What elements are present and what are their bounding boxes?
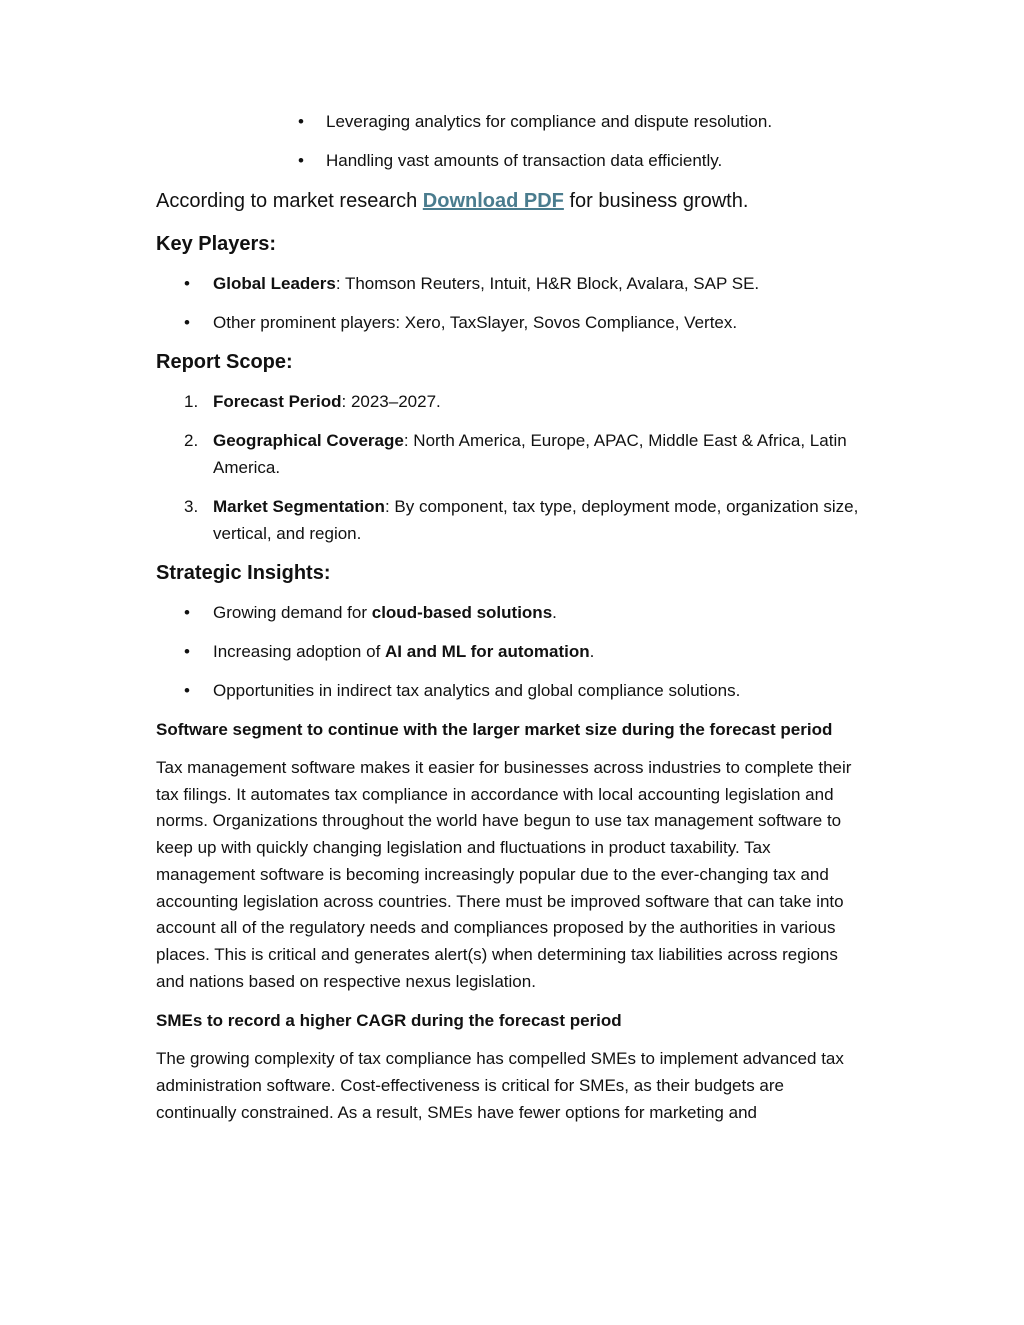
list-item: [156, 599, 866, 626]
list-item: [156, 427, 866, 481]
list-item-bold: Forecast Period: [213, 392, 342, 411]
list-item: [156, 270, 866, 297]
list-item: [156, 388, 866, 415]
report-scope-list: [156, 388, 866, 547]
list-number: 3.: [184, 497, 199, 516]
list-item-bold: AI and ML for automation: [385, 642, 590, 661]
intro-text-before: According to market research: [156, 190, 423, 212]
list-item-bold: Geographical Coverage: [213, 431, 404, 450]
list-item-text: : By component, tax type, deployment mode, organization size, vertical, and region.: [213, 497, 859, 543]
download-pdf-link[interactable]: Download PDF: [422, 190, 564, 212]
list-item-bold: cloud-based solutions: [371, 603, 553, 622]
list-item: [156, 309, 866, 336]
intro-text-after: for business growth.: [563, 190, 749, 212]
document-content: [156, 108, 866, 1138]
software-segment-heading: Software segment to continue with the larger market size during the forecast period: [156, 720, 833, 739]
bullet-icon: •: [184, 313, 190, 332]
nested-bullet-list: [156, 108, 866, 174]
bullet-icon: •: [184, 642, 190, 661]
list-item-text: Handling vast amounts of transaction data efficiently.: [326, 151, 723, 170]
list-item: [156, 638, 866, 665]
strategic-insights-list: [156, 599, 866, 704]
list-item-text: .: [589, 642, 595, 661]
list-item-text: .: [552, 603, 557, 622]
software-segment-paragraph: Tax management software makes it easier for businesses across industries to complete their tax filings. It automates tax compliance in accordance with local accounting legislation and norms. Organizations throughout the world have begun to use tax management software to keep up with quickly changing legislation and fluctuations in product taxability. Tax management software is becoming increasingly popular due to the ever-changing tax and accounting legislation across countries. There must be improved software that can take into account all of the regulatory needs and compliances proposed by the authorities in various places. This is critical and generates alert(s) when determining tax liabilities across regions and nations based on respective nexus legislation.: [156, 758, 852, 991]
intro-paragraph: [156, 186, 866, 216]
list-item-bold: Market Segmentation: [213, 497, 385, 516]
list-item-text: Growing demand for: [213, 603, 372, 622]
bullet-icon: •: [184, 681, 190, 700]
list-item-text: : 2023–2027.: [341, 392, 441, 411]
list-number: 2.: [184, 431, 199, 450]
smes-paragraph: The growing complexity of tax compliance has compelled SMEs to implement advanced tax administration software. Cost-effectiveness is critical for SMEs, as their budgets are continually constrained. As a result, SMEs have fewer options for marketing and: [156, 1049, 844, 1122]
list-item-text: Other prominent players: Xero, TaxSlayer, Sovos Compliance, Vertex.: [213, 313, 738, 332]
list-item: [156, 108, 866, 135]
list-item-text: : North America, Europe, APAC, Middle East & Africa, Latin America.: [213, 431, 847, 477]
list-item-text: Increasing adoption of: [213, 642, 386, 661]
bullet-icon: •: [298, 151, 304, 170]
report-scope-heading: Report Scope:: [156, 351, 293, 373]
bullet-icon: •: [184, 274, 190, 293]
list-item: [156, 677, 866, 704]
list-item-bold: Global Leaders: [213, 274, 336, 293]
list-item-text: : Thomson Reuters, Intuit, H&R Block, Avalara, SAP SE.: [335, 274, 760, 293]
bullet-icon: •: [298, 112, 304, 131]
smes-heading: SMEs to record a higher CAGR during the forecast period: [156, 1011, 622, 1031]
strategic-insights-heading: Strategic Insights:: [156, 562, 331, 584]
key-players-list: [156, 270, 866, 336]
bullet-icon: •: [184, 603, 190, 622]
list-item: [156, 493, 866, 547]
key-players-heading: Key Players:: [156, 233, 277, 255]
list-item-text: Leveraging analytics for compliance and dispute resolution.: [326, 112, 773, 131]
list-item-text: Opportunities in indirect tax analytics and global compliance solutions.: [213, 681, 741, 700]
list-number: 1.: [184, 392, 199, 411]
list-item: [156, 147, 866, 174]
